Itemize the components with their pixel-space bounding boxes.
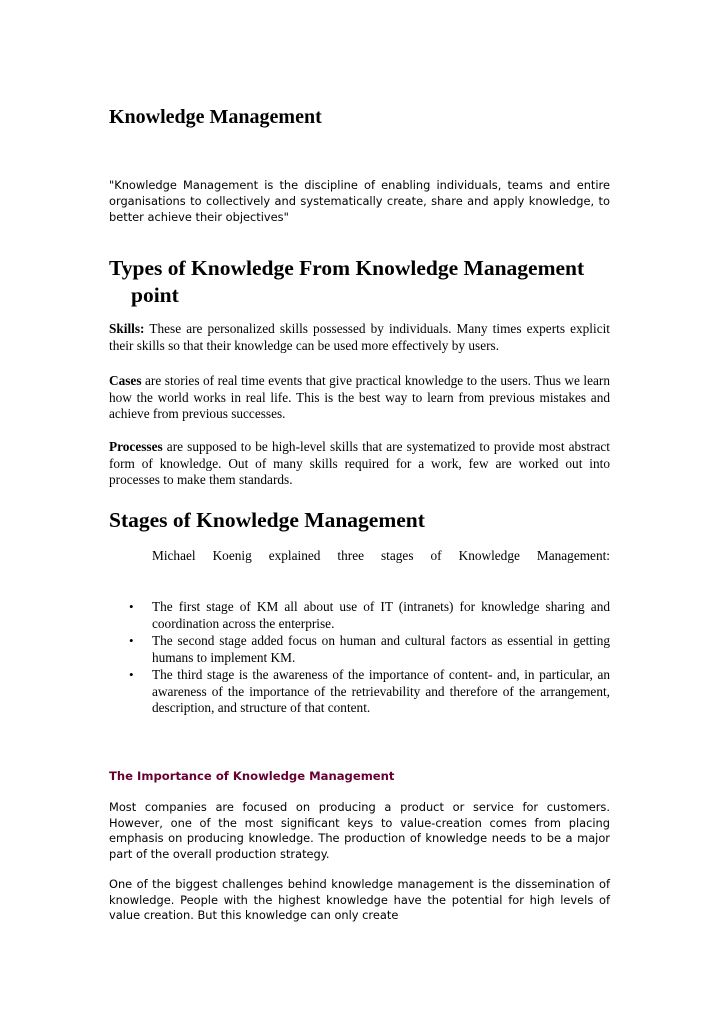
types-heading-line2: point [131,283,179,307]
bullet-icon: • [129,667,134,682]
processes-term: Processes [109,439,163,454]
skills-paragraph [109,321,610,354]
types-heading-line1: Types of Knowledge From Knowledge Management [109,256,585,280]
bullet-icon: • [129,599,134,614]
list-item-text: The third stage is the awareness of the importance of content- and, in particular, an awareness of the importance of the retrievability and therefore of the arrangement, description, and structure of that content. [152,667,610,715]
list-item-text: The second stage added focus on human and cultural factors as essential in getting humans to implement KM. [152,633,610,665]
types-heading [109,255,610,309]
processes-text: are supposed to be high-level skills that are systematized to provide most abstract form of knowledge. Out of many skills required for a work, few are worked out into processes to make them standards. [109,439,610,487]
skills-text: These are personalized skills possessed by individuals. Many times experts explicit their skills so that their knowledge can be used more effectively by users. [109,321,610,353]
cases-paragraph [109,373,610,423]
list-item-text: The first stage of KM all about use of IT (intranets) for knowledge sharing and coordination across the enterprise. [152,599,610,631]
stages-list [109,599,610,718]
cases-term: Cases [109,373,142,388]
processes-paragraph [109,439,610,489]
skills-term: Skills: [109,321,145,336]
importance-heading: The Importance of Knowledge Management [109,769,395,783]
importance-paragraph-1: Most companies are focused on producing a product or service for customers. However, one of the most significant keys to value-creation comes from placing emphasis on producing knowledge. The production of knowledge needs to be a major part of the overall production strategy. [109,800,610,861]
importance-paragraph-2: One of the biggest challenges behind knowledge management is the dissemination of knowledge. People with the highest knowledge have the potential for high levels of value creation. But this knowledge can only create [109,877,610,922]
list-item [109,667,610,717]
bullet-icon: • [129,633,134,648]
stages-heading: Stages of Knowledge Management [109,508,425,532]
list-item [109,599,610,632]
stages-intro: Michael Koenig explained three stages of Knowledge Management: [152,548,610,563]
definition-quote: "Knowledge Management is the discipline of enabling individuals, teams and entire organisations to collectively and systematically create, share and apply knowledge, to better achieve their objectives" [109,178,610,224]
cases-text: are stories of real time events that give practical knowledge to the users. Thus we learn how the world works in real life. This is the best way to learn from previous mistakes and achieve from previous successes. [109,373,610,421]
document-title: Knowledge Management [109,106,322,128]
list-item [109,633,610,666]
